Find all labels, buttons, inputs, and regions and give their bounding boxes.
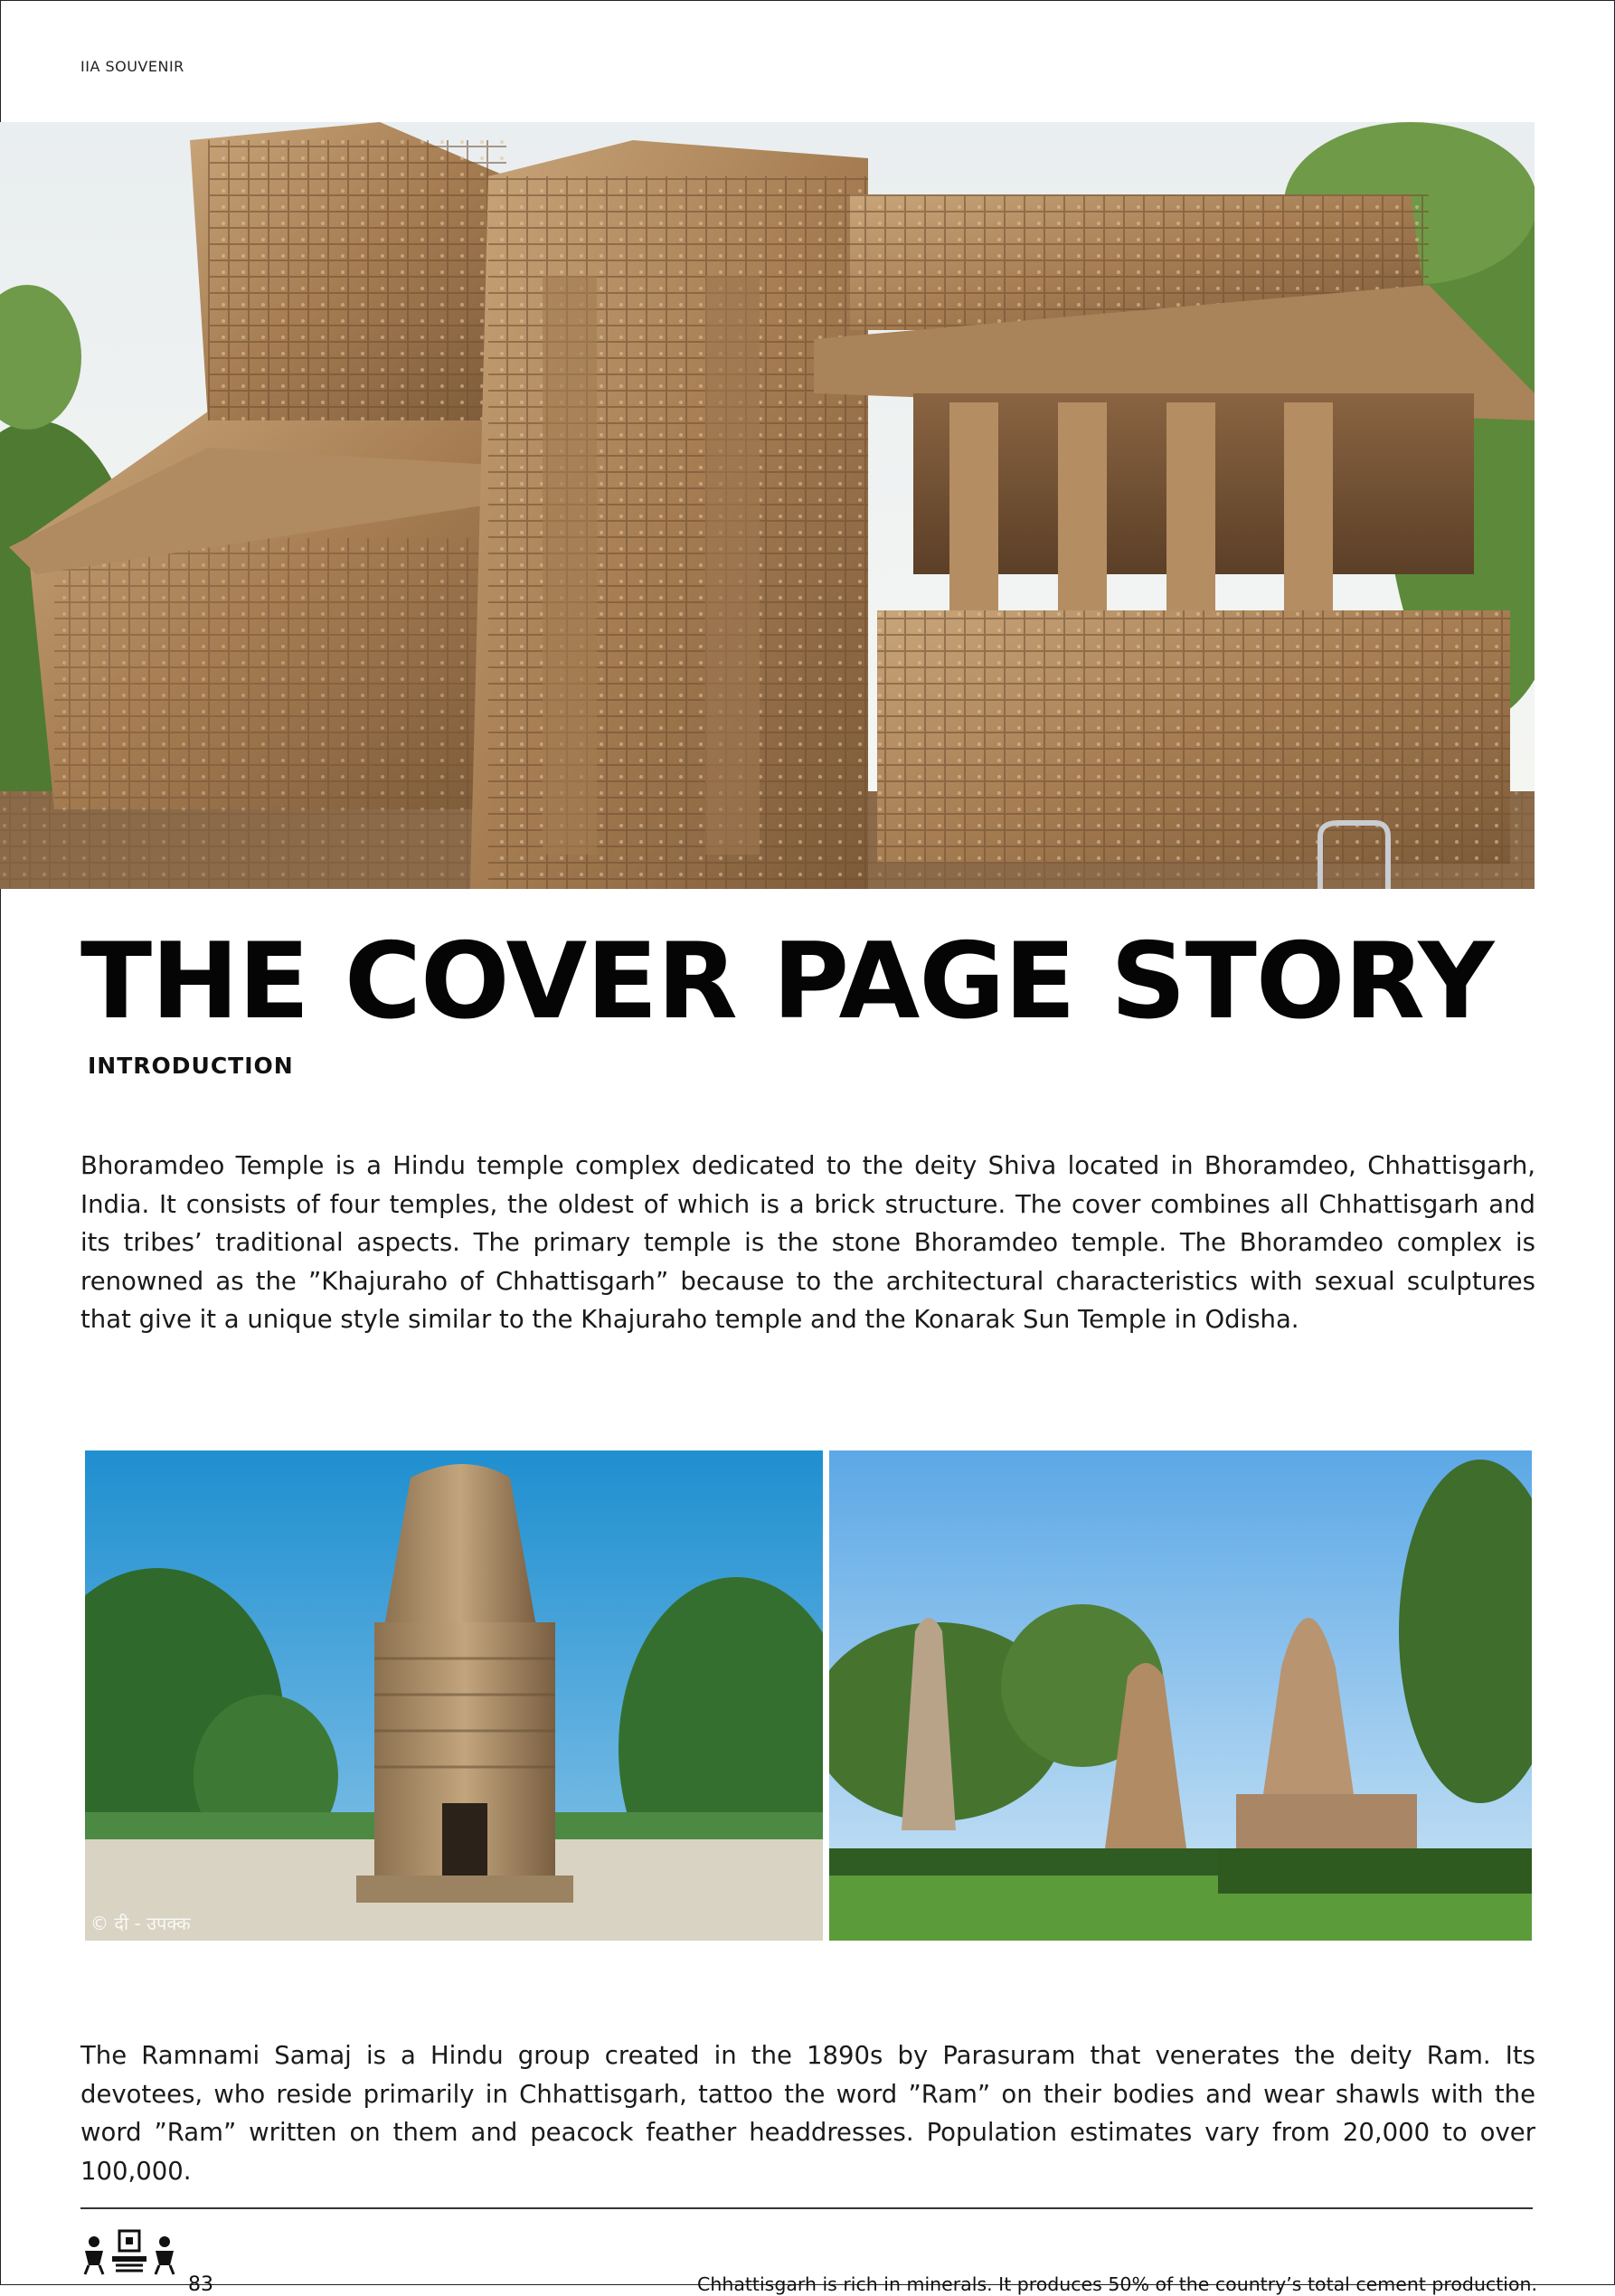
intro-paragraph: Bhoramdeo Temple is a Hindu temple complex dedicated to the deity Shiva located in Bhoramdeo, Chhattisgarh, India. It consists of four temples, the oldest of which is a brick structure. The cover combines all Chhattisgarh and its tribes’ traditional aspects. The primary temple is the stone Bhoramdeo temple. The Bhoramdeo complex is renowned as the ”Khajuraho of Chhattisgarh” because to the architectural characteristics with sexual sculptures that give it a unique style similar to the Khajuraho temple and the Konarak Sun Temple in Odisha. — [80, 1151, 1535, 1334]
stone-temple-photo — [85, 1450, 823, 1941]
page-number: 83 — [188, 2273, 213, 2296]
footer-divider — [80, 2207, 1533, 2209]
hero-temple-photo — [0, 122, 1535, 889]
temple-illustration — [0, 122, 1535, 889]
footer-fact: Chhattisgarh is rich in minerals. It produces 50% of the country’s total cement production. — [697, 2273, 1537, 2295]
page-title: THE COVER PAGE STORY — [80, 921, 1494, 1043]
ramnami-paragraph: The Ramnami Samaj is a Hindu group created in the 1890s by Parasuram that venerates the deity Ram. Its devotees, who reside primarily in Chhattisgarh, tattoo the word ”Ram” on their bodies and wear shawls with the word ”Ram” written on them and peacock feather headdresses. Population estimates vary from 20,000 to over 100,000. — [80, 2041, 1535, 2186]
photo-watermark: © दी - उपक्क — [90, 1913, 191, 1934]
temple-group-photo — [829, 1450, 1532, 1941]
stone-temple-illustration — [85, 1450, 823, 1941]
section-subhead: INTRODUCTION — [88, 1053, 294, 1079]
tribal-motif-icon — [76, 2229, 183, 2276]
temple-group-illustration — [829, 1450, 1532, 1941]
running-head: IIA SOUVENIR — [80, 58, 184, 75]
